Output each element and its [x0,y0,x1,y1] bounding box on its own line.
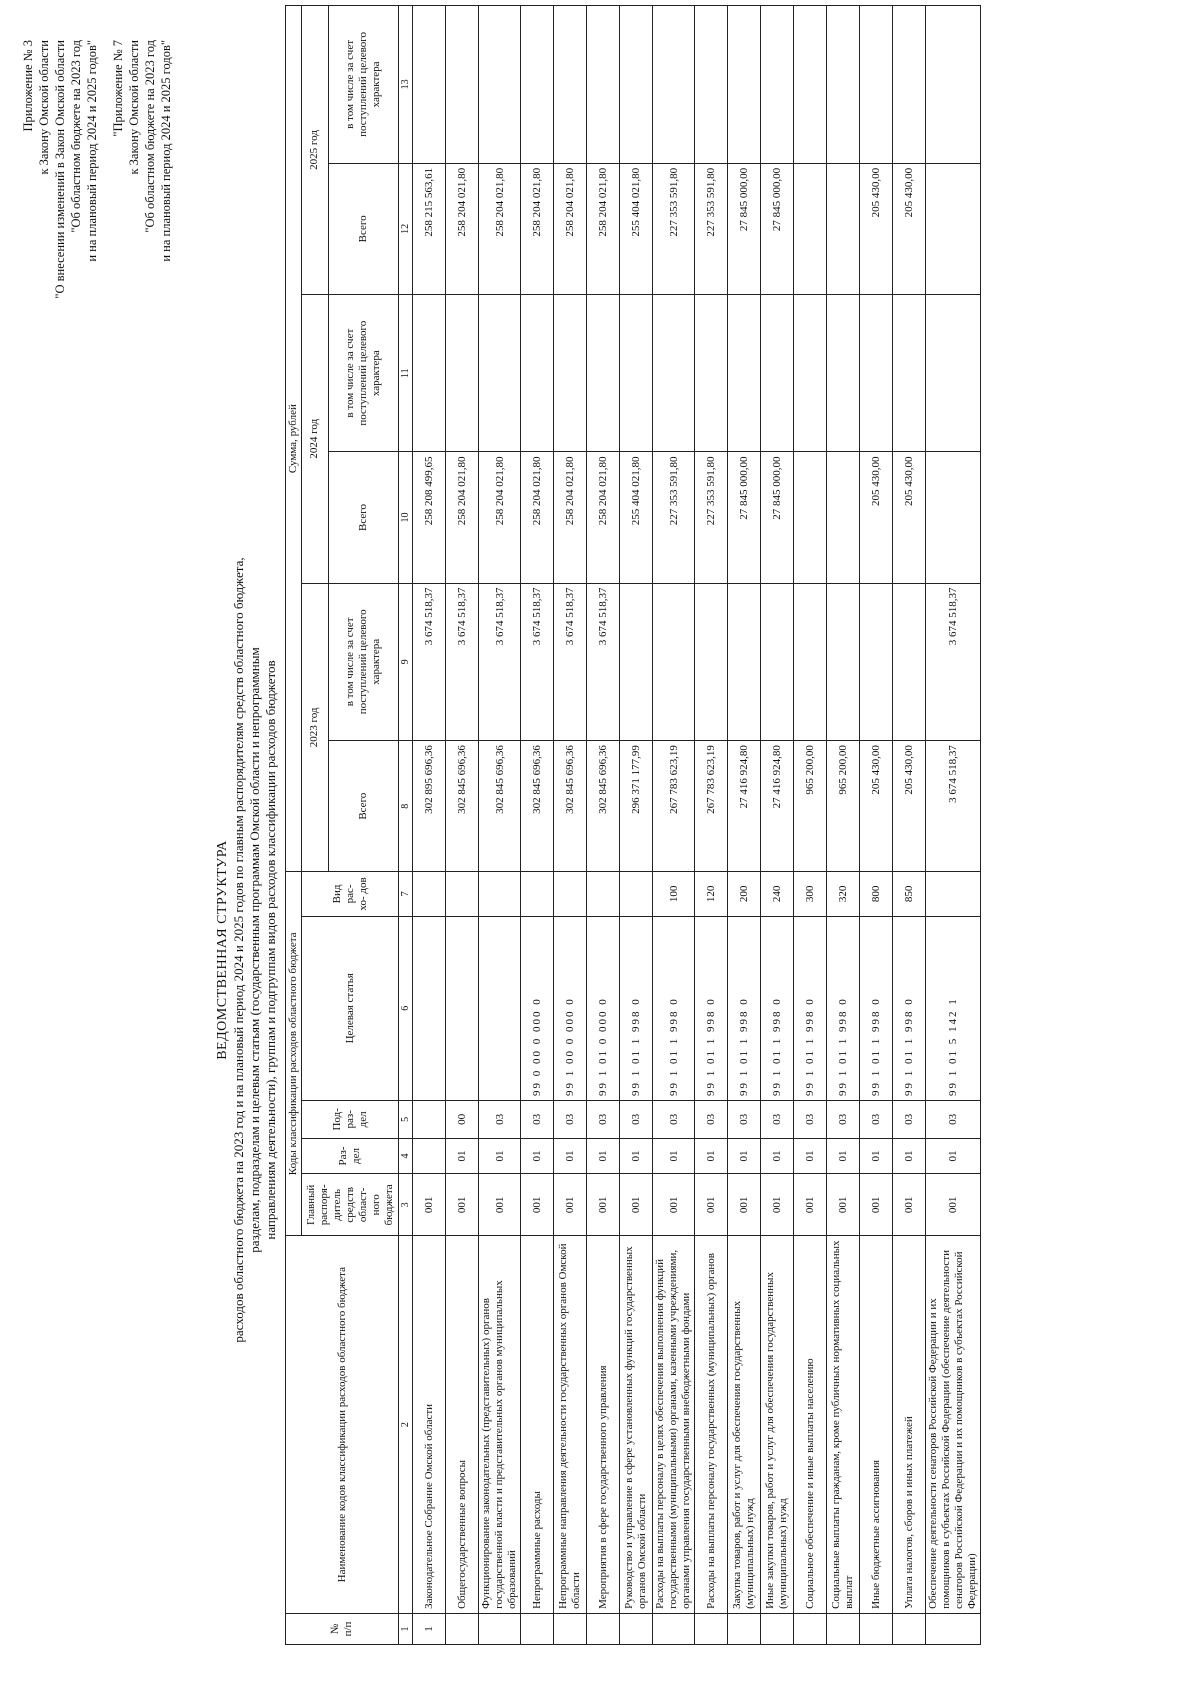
cell-name: Иные закупки товаров, работ и услуг для обеспечения государственных (муниципальных) нужд [761,1236,794,1614]
cell-v3: 27 845 000,00 [728,452,761,583]
table-row [587,6,620,1645]
cell-v2 [620,583,653,741]
cell-v2: 3 674 518,37 [413,583,446,741]
cell-name: Расходы на выплаты персоналу в целях обеспечения выполнения функций государственными (муниципальными) органами, казенными учреждениями, органами управления государственными внебюджетными фондами [653,1236,695,1614]
cell-t: 99 1 01 1 998 0 [860,916,893,1100]
cell-s: 01 [620,1138,653,1174]
cell-t: 99 1 01 1 998 0 [620,916,653,1100]
cell-v6 [926,6,981,164]
cell-m: 001 [695,1174,728,1236]
cell-v1: 3 674 518,37 [926,741,981,872]
table-row [728,6,761,1645]
cell-m: 001 [620,1174,653,1236]
cell-k: 200 [728,872,761,916]
cell-v3 [794,452,827,583]
cell-n [827,1613,860,1644]
annex-7-line: и на плановый период 2024 и 2025 годов" [159,40,173,262]
column-number: 1 [399,1613,413,1644]
table-row [827,6,860,1645]
table-row [926,6,981,1645]
cell-name: Общегосударственные вопросы [446,1236,479,1614]
header-kind: Вид рас- хо- дов [302,872,399,916]
cell-ss [413,1100,446,1138]
cell-v2: 3 674 518,37 [479,583,521,741]
title-main: ВЕДОМСТВЕННАЯ СТРУКТУРА [215,840,230,1060]
cell-s: 01 [479,1138,521,1174]
cell-k: 800 [860,872,893,916]
cell-n [860,1613,893,1644]
table-row [860,6,893,1645]
cell-s: 01 [794,1138,827,1174]
cell-n: 1 [413,1613,446,1644]
cell-s: 01 [761,1138,794,1174]
cell-m: 001 [587,1174,620,1236]
cell-s: 01 [860,1138,893,1174]
column-number: 4 [399,1138,413,1174]
header-incl-2025: в том числе за счет поступлений целевого характера [328,6,398,164]
cell-k: 120 [695,872,728,916]
annex-3-line: к Закону Омской области [37,40,51,175]
cell-k: 240 [761,872,794,916]
cell-v3 [926,452,981,583]
cell-v3 [827,452,860,583]
cell-s: 01 [587,1138,620,1174]
cell-v4 [794,294,827,452]
header-codes: Коды классификации расходов областного бюджета [286,872,302,1236]
header-incl-2023: в том числе за счет поступлений целевого характера [328,583,398,741]
column-number: 13 [399,6,413,164]
cell-m: 001 [479,1174,521,1236]
table-row [620,6,653,1645]
cell-v4 [926,294,981,452]
cell-v2 [893,583,926,741]
cell-v2: 3 674 518,37 [446,583,479,741]
table-row [761,6,794,1645]
cell-v2 [794,583,827,741]
cell-m: 001 [446,1174,479,1236]
cell-t: 99 1 01 1 998 0 [827,916,860,1100]
cell-v4 [587,294,620,452]
table-row [893,6,926,1645]
cell-n [521,1613,554,1644]
cell-ss: 03 [728,1100,761,1138]
cell-s: 01 [893,1138,926,1174]
cell-m: 001 [761,1174,794,1236]
cell-k: 100 [653,872,695,916]
annex-7-line: "Приложение № 7 [111,40,125,137]
cell-v2: 3 674 518,37 [521,583,554,741]
cell-t [413,916,446,1100]
cell-n [587,1613,620,1644]
cell-name: Социальное обеспечение и иные выплаты населению [794,1236,827,1614]
header-total-2023: Всего [328,741,398,872]
cell-t [446,916,479,1100]
cell-v3: 227 353 591,80 [653,452,695,583]
cell-ss: 03 [893,1100,926,1138]
cell-v6 [587,6,620,164]
column-number: 10 [399,452,413,583]
cell-v6 [695,6,728,164]
cell-v2 [761,583,794,741]
cell-v4 [860,294,893,452]
cell-v1: 302 845 696,36 [554,741,587,872]
annex-7-line: к Закону Омской области [127,40,141,175]
cell-v1: 27 416 924,80 [728,741,761,872]
annex-3-line: "О внесении изменений в Закон Омской области [53,40,67,299]
cell-v3: 227 353 591,80 [695,452,728,583]
cell-s: 01 [446,1138,479,1174]
cell-k [446,872,479,916]
document-title [215,200,279,1700]
cell-v1: 205 430,00 [893,741,926,872]
cell-v1: 267 783 623,19 [653,741,695,872]
header-incl-2024: в том числе за счет поступлений целевого характера [328,294,398,452]
cell-v1: 205 430,00 [860,741,893,872]
cell-v1: 965 200,00 [794,741,827,872]
cell-m: 001 [653,1174,695,1236]
cell-k: 300 [794,872,827,916]
cell-v5: 258 204 021,80 [521,163,554,294]
cell-v3: 205 430,00 [860,452,893,583]
cell-v3: 205 430,00 [893,452,926,583]
cell-name: Социальные выплаты гражданам, кроме публичных нормативных социальных выплат [827,1236,860,1614]
cell-v5: 205 430,00 [860,163,893,294]
cell-v6 [794,6,827,164]
cell-v6 [728,6,761,164]
cell-name: Расходы на выплаты персоналу государственных (муниципальных) органов [695,1236,728,1614]
cell-v4 [761,294,794,452]
annex-3-block [20,40,100,299]
cell-t: 99 0 00 0 000 0 [521,916,554,1100]
header-2025: 2025 год [302,6,329,295]
cell-v5 [926,163,981,294]
cell-v4 [446,294,479,452]
cell-v6 [479,6,521,164]
cell-m: 001 [860,1174,893,1236]
cell-v5: 258 215 563,61 [413,163,446,294]
cell-v6 [554,6,587,164]
cell-v6 [893,6,926,164]
column-number: 3 [399,1174,413,1236]
column-number: 8 [399,741,413,872]
cell-v2 [728,583,761,741]
cell-v3: 258 204 021,80 [554,452,587,583]
cell-t: 99 1 01 1 998 0 [893,916,926,1100]
cell-t: 99 1 01 5 142 1 [926,916,981,1100]
column-number: 11 [399,294,413,452]
cell-ss: 03 [554,1100,587,1138]
cell-v3: 258 204 021,80 [587,452,620,583]
cell-v1: 296 371 177,99 [620,741,653,872]
cell-n [761,1613,794,1644]
cell-v5: 258 204 021,80 [479,163,521,294]
cell-name: Обеспечение деятельности сенаторов Российской Федерации и их помощников в субъектах Российской Федерации (обеспечение деятельности сенаторов Российской Федерации и их помощников в субъектах Российской Федерации) [926,1236,981,1614]
cell-n [695,1613,728,1644]
cell-v5: 258 204 021,80 [587,163,620,294]
cell-m: 001 [794,1174,827,1236]
column-number: 12 [399,163,413,294]
cell-k [587,872,620,916]
cell-v5: 27 845 000,00 [728,163,761,294]
annex-3-line: "Об областном бюджете на 2023 год [69,40,83,233]
column-number: 5 [399,1100,413,1138]
cell-v3: 258 204 021,80 [479,452,521,583]
cell-k [413,872,446,916]
cell-n [794,1613,827,1644]
cell-name: Мероприятия в сфере государственного управления [587,1236,620,1614]
cell-s: 01 [653,1138,695,1174]
cell-ss: 03 [587,1100,620,1138]
cell-v1: 302 895 696,36 [413,741,446,872]
cell-v5: 258 204 021,80 [446,163,479,294]
cell-s: 01 [827,1138,860,1174]
cell-t: 99 1 01 1 998 0 [695,916,728,1100]
cell-s: 01 [728,1138,761,1174]
cell-name: Непрограммные расходы [521,1236,554,1614]
cell-m: 001 [893,1174,926,1236]
cell-v2: 3 674 518,37 [926,583,981,741]
cell-v4 [479,294,521,452]
cell-k [521,872,554,916]
cell-ss: 03 [860,1100,893,1138]
cell-k: 320 [827,872,860,916]
cell-v5: 27 845 000,00 [761,163,794,294]
title-line: направлениям деятельности), группам и подгруппам видов расходов классификации расходов бюджетов [263,660,278,1240]
annex-7-block [110,40,174,262]
cell-ss: 03 [695,1100,728,1138]
cell-n [554,1613,587,1644]
cell-v1: 27 416 924,80 [761,741,794,872]
cell-m: 001 [926,1174,981,1236]
cell-v2 [653,583,695,741]
column-number: 6 [399,916,413,1100]
table-row [446,6,479,1645]
cell-m: 001 [413,1174,446,1236]
cell-v1: 302 845 696,36 [479,741,521,872]
cell-n [479,1613,521,1644]
cell-s [413,1138,446,1174]
cell-m: 001 [521,1174,554,1236]
cell-v1: 302 845 696,36 [587,741,620,872]
header-manager: Главный распоря- дитель средств област- ного бюджета [302,1174,399,1236]
cell-ss: 03 [479,1100,521,1138]
cell-ss: 03 [620,1100,653,1138]
cell-k [479,872,521,916]
annex-3-line: и на плановый период 2024 и 2025 годов" [85,40,99,262]
cell-name: Руководство и управление в сфере установленных функций государственных органов Омской области [620,1236,653,1614]
cell-v6 [446,6,479,164]
cell-t: 99 1 00 0 000 0 [554,916,587,1100]
title-line: разделам, подразделам и целевым статьям (государственным программам Омской области и непрограммным [247,647,262,1253]
cell-v5: 205 430,00 [893,163,926,294]
cell-n [653,1613,695,1644]
header-name: Наименование кодов классификации расходов областного бюджета [286,1236,399,1614]
cell-t: 99 1 01 1 998 0 [794,916,827,1100]
cell-v4 [728,294,761,452]
header-total-2025: Всего [328,163,398,294]
cell-t: 99 1 01 1 998 0 [728,916,761,1100]
annex-3-line: Приложение № 3 [21,40,35,132]
column-number: 7 [399,872,413,916]
cell-ss: 03 [653,1100,695,1138]
header-subsection: Под- раз- дел [302,1100,399,1138]
cell-name: Законодательное Собрание Омской области [413,1236,446,1614]
cell-ss: 03 [926,1100,981,1138]
cell-v6 [761,6,794,164]
cell-s: 01 [554,1138,587,1174]
cell-n [446,1613,479,1644]
header-2024: 2024 год [302,294,329,583]
cell-name: Непрограммные направления деятельности государственных органов Омской области [554,1236,587,1614]
header-section: Раз- дел [302,1138,399,1174]
cell-name: Иные бюджетные ассигнования [860,1236,893,1614]
cell-ss: 03 [761,1100,794,1138]
cell-v5 [827,163,860,294]
table-row [521,6,554,1645]
header-sum: Сумма, рублей [286,6,302,872]
cell-v4 [653,294,695,452]
column-number: 2 [399,1236,413,1614]
cell-v6 [620,6,653,164]
cell-v6 [653,6,695,164]
cell-t: 99 1 01 1 998 0 [761,916,794,1100]
column-number: 9 [399,583,413,741]
table-row [479,6,521,1645]
expenditure-table [285,5,981,1645]
cell-v3: 258 204 021,80 [521,452,554,583]
cell-v2 [695,583,728,741]
cell-v4 [893,294,926,452]
header-target: Целевая статья [302,916,399,1100]
cell-v4 [827,294,860,452]
cell-ss: 00 [446,1100,479,1138]
cell-v5: 227 353 591,80 [653,163,695,294]
cell-v4 [413,294,446,452]
cell-v4 [521,294,554,452]
cell-v6 [413,6,446,164]
table-row [413,6,446,1645]
cell-ss: 03 [827,1100,860,1138]
cell-v6 [827,6,860,164]
cell-v2 [827,583,860,741]
header-total-2024: Всего [328,452,398,583]
cell-v5: 227 353 591,80 [695,163,728,294]
cell-s: 01 [521,1138,554,1174]
cell-t: 99 1 01 0 000 0 [587,916,620,1100]
table-row [554,6,587,1645]
cell-name: Функционирование законодательных (представительных) органов государственной власти и представительных органов муниципальных образований [479,1236,521,1614]
cell-s: 01 [926,1138,981,1174]
cell-ss: 03 [794,1100,827,1138]
table-row [653,6,695,1645]
cell-v6 [860,6,893,164]
cell-v1: 965 200,00 [827,741,860,872]
cell-v5 [794,163,827,294]
cell-v6 [521,6,554,164]
cell-k [620,872,653,916]
header-no: № п/п [286,1613,399,1644]
cell-t [479,916,521,1100]
cell-v1: 302 845 696,36 [521,741,554,872]
header-2023: 2023 год [302,583,329,872]
cell-v4 [695,294,728,452]
cell-m: 001 [554,1174,587,1236]
cell-v1: 267 783 623,19 [695,741,728,872]
column-number-row [399,6,413,1645]
table-row [794,6,827,1645]
cell-k [926,872,981,916]
cell-n [926,1613,981,1644]
title-line: расходов областного бюджета на 2023 год и на плановый период 2024 и 2025 годов по главным распорядителям средств областного бюджета, [231,557,246,1343]
cell-v2: 3 674 518,37 [587,583,620,741]
cell-m: 001 [827,1174,860,1236]
cell-v3: 258 208 499,65 [413,452,446,583]
cell-t: 99 1 01 1 998 0 [653,916,695,1100]
cell-v3: 27 845 000,00 [761,452,794,583]
table-body [413,6,981,1645]
cell-v5: 255 404 021,80 [620,163,653,294]
cell-ss: 03 [521,1100,554,1138]
cell-k: 850 [893,872,926,916]
cell-m: 001 [728,1174,761,1236]
cell-s: 01 [695,1138,728,1174]
table-row [695,6,728,1645]
cell-v1: 302 845 696,36 [446,741,479,872]
cell-k [554,872,587,916]
cell-name: Уплата налогов, сборов и иных платежей [893,1236,926,1614]
cell-v4 [620,294,653,452]
cell-v2 [860,583,893,741]
cell-v2: 3 674 518,37 [554,583,587,741]
cell-name: Закупка товаров, работ и услуг для обеспечения государственных (муниципальных) нужд [728,1236,761,1614]
cell-n [728,1613,761,1644]
cell-n [620,1613,653,1644]
cell-v5: 258 204 021,80 [554,163,587,294]
cell-v3: 255 404 021,80 [620,452,653,583]
cell-v4 [554,294,587,452]
cell-n [893,1613,926,1644]
annex-7-line: "Об областном бюджете на 2023 год [143,40,157,233]
cell-v3: 258 204 021,80 [446,452,479,583]
